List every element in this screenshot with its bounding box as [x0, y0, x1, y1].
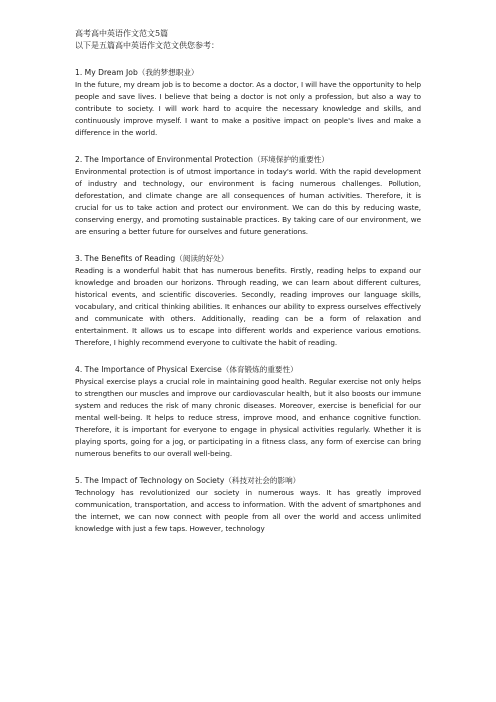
essay-body: Reading is a wonderful habit that has numerous benefits. Firstly, reading helps to expand our knowledge and broaden our horizons. Through reading, we can learn about different cultures, historical events, and scientific discoveries. Secondly, reading improves our language skills, vocabulary, and critical thinking abilities. It enhances our ability to express ourselves effectively and communicate with others. Additionally, reading can be a form of relaxation and entertainment. It allows us to escape into different worlds and experience various emotions. Therefore, I highly recommend everyone to cultivate the habit of reading.	[75, 266, 421, 347]
essay-body: Technology has revolutionized our society in numerous ways. It has greatly improved communication, transportation, and access to information. With the advent of smartphones and the internet, we can now connect with people from all over the world and access unlimited knowledge with just a few taps. However, technology	[75, 488, 421, 533]
essay-heading-zh: （科技对社会的影响）	[224, 476, 301, 485]
essay-section	[75, 475, 421, 535]
essay-heading	[75, 253, 421, 265]
essay-heading-zh: （阅读的好处）	[175, 254, 229, 263]
essay-body: In the future, my dream job is to become a doctor. As a doctor, I will have the opportunity to help people and save lives. I believe that being a doctor is not only a profession, but also a way to contribute to society. I will work hard to acquire the necessary knowledge and skills, and continuously improve myself. I want to make a positive impact on people's lives and make a difference in the world.	[75, 80, 421, 137]
essay-heading-en: 4. The Importance of Physical Exercise	[75, 365, 222, 374]
essay-section	[75, 67, 421, 139]
document-page	[75, 28, 421, 535]
essay-heading	[75, 364, 421, 376]
essay-heading	[75, 67, 421, 79]
essay-heading-zh: （我的梦想职业）	[137, 68, 199, 77]
essay-section	[75, 253, 421, 349]
essay-heading	[75, 154, 421, 166]
essay-heading-en: 3. The Benefits of Reading	[75, 254, 176, 263]
essay-body: Physical exercise plays a crucial role in maintaining good health. Regular exercise not only helps to strengthen our muscles and improve our cardiovascular health, but it also boosts our immune system and reduces the risk of many chronic diseases. Moreover, exercise is beneficial for our mental well-being. It helps to reduce stress, improve mood, and enhance cognitive function. Therefore, it is important for everyone to engage in physical activities regularly. Whether it is playing sports, going for a jog, or participating in a fitness class, any form of exercise can bring numerous benefits to our overall well-being.	[75, 377, 421, 458]
essay-heading-zh: （环境保护的重要性）	[252, 155, 329, 164]
essay-heading-en: 5. The Impact of Technology on Society	[75, 476, 225, 485]
essay-heading	[75, 475, 421, 487]
essay-body: Environmental protection is of utmost importance in today's world. With the rapid development of industry and technology, our environment is facing numerous challenges. Pollution, deforestation, and climate change are all consequences of human activities. Therefore, it is crucial for us to take action and protect our environment. We can do this by reducing waste, conserving energy, and promoting sustainable practices. By taking care of our environment, we are ensuring a better future for ourselves and future generations.	[75, 167, 421, 236]
essay-heading-en: 2. The Importance of Environmental Protection	[75, 155, 253, 164]
document-title: 高考高中英语作文范文5篇	[75, 29, 169, 38]
essay-heading-en: 1. My Dream Job	[75, 68, 138, 77]
essay-section	[75, 154, 421, 238]
document-intro: 以下是五篇高中英语作文范文供您参考：	[75, 41, 219, 50]
essay-heading-zh: （体育锻炼的重要性）	[221, 365, 298, 374]
essay-section	[75, 364, 421, 460]
